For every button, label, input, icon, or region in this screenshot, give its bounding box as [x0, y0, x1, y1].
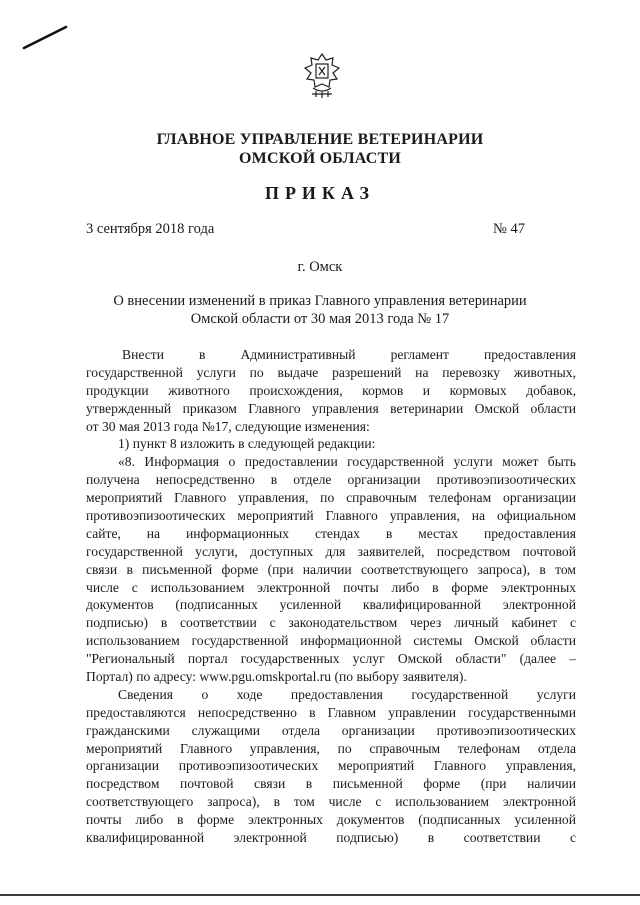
order-body-text [86, 346, 576, 847]
scan-bottom-edge [0, 894, 640, 896]
body-line: Внести в Административный регламент предоставления [122, 347, 576, 362]
body-line: соответствующего запроса), в том числе с использованием электронной [86, 794, 576, 810]
document-type-heading: ПРИКАЗ [264, 183, 376, 203]
organization-title-line-1: ГЛАВНОЕ УПРАВЛЕНИЕ ВЕТЕРИНАРИИ [156, 131, 484, 148]
organization-title-line-2: ОМСКОЙ ОБЛАСТИ [239, 150, 401, 167]
body-line: Портал) по адресу: www.pgu.omskportal.ru (по выбору заявителя). [86, 669, 467, 685]
body-line: организации противоэпизоотических мероприятий Главного управления, [86, 758, 576, 774]
subject-line-1: О внесении изменений в приказ Главного управления ветеринарии [113, 293, 527, 309]
subject-line-2: Омской области от 30 мая 2013 года № 17 [190, 311, 450, 327]
body-line: мероприятий Главного управления, по справочным телефонам организации [86, 490, 576, 506]
body-line: «8. Информация о предоставлении государственной услуги может быть [118, 454, 576, 470]
body-line: получена непосредственно в отделе организации противоэпизоотических [86, 472, 576, 488]
body-line: государственной услуги, доступных для заявителей, посредством почтовой [86, 543, 576, 559]
body-line: документов (подписанных усиленной квалифицированной электронной [86, 597, 576, 613]
body-line: использованием государственной информационной системы Омской области [86, 633, 576, 649]
body-line: от 30 мая 2013 года №17, следующие изменения: [86, 418, 370, 434]
body-line: квалифицированной электронной подписью) в соответствии с [86, 830, 576, 846]
document-number: № 47 [493, 221, 525, 237]
document-city: г. Омск [297, 259, 343, 275]
body-line: Сведения о ходе предоставления государственной услуги [118, 686, 576, 702]
body-line: государственной услуги по выдаче разрешений на перевозку животных, [86, 364, 576, 380]
body-line: посредством почтовой связи в письменной форме (при наличии [86, 776, 576, 792]
body-line: числе с использованием электронной почты либо в форме электронных [86, 579, 576, 595]
body-line: связи в письменной форме (при наличии соответствующего запроса), в том [86, 561, 576, 577]
body-line: продукции животного происхождения, кормов и кормовых добавок, [86, 382, 576, 398]
emblem-icon [296, 50, 348, 100]
body-line: "Региональный портал государственных услуг Омской области" (далее – [86, 651, 576, 667]
body-line: почты либо в форме электронных документов (подписанных усиленной [86, 812, 576, 828]
body-line: сайте, на информационных стендах в местах предоставления [86, 525, 576, 541]
body-line: противоэпизоотических мероприятий Главного управления, на официальном [86, 508, 576, 524]
body-line: подписью) в соответствии с законодательством через личный кабинет с [86, 615, 576, 631]
body-line: 1) пункт 8 изложить в следующей редакции: [118, 436, 376, 452]
pen-stroke-mark [22, 24, 68, 50]
body-line: мероприятий Главного управления, по справочным телефонам отдела [86, 740, 576, 756]
document-date: 3 сентября 2018 года [86, 221, 215, 237]
body-line: предоставляются непосредственно в Главном управлении государственными [86, 704, 576, 720]
body-line: гражданскими служащими отдела организации противоэпизоотических [86, 722, 576, 738]
body-line: утвержденный приказом Главного управления ветеринарии Омской области [86, 400, 576, 416]
